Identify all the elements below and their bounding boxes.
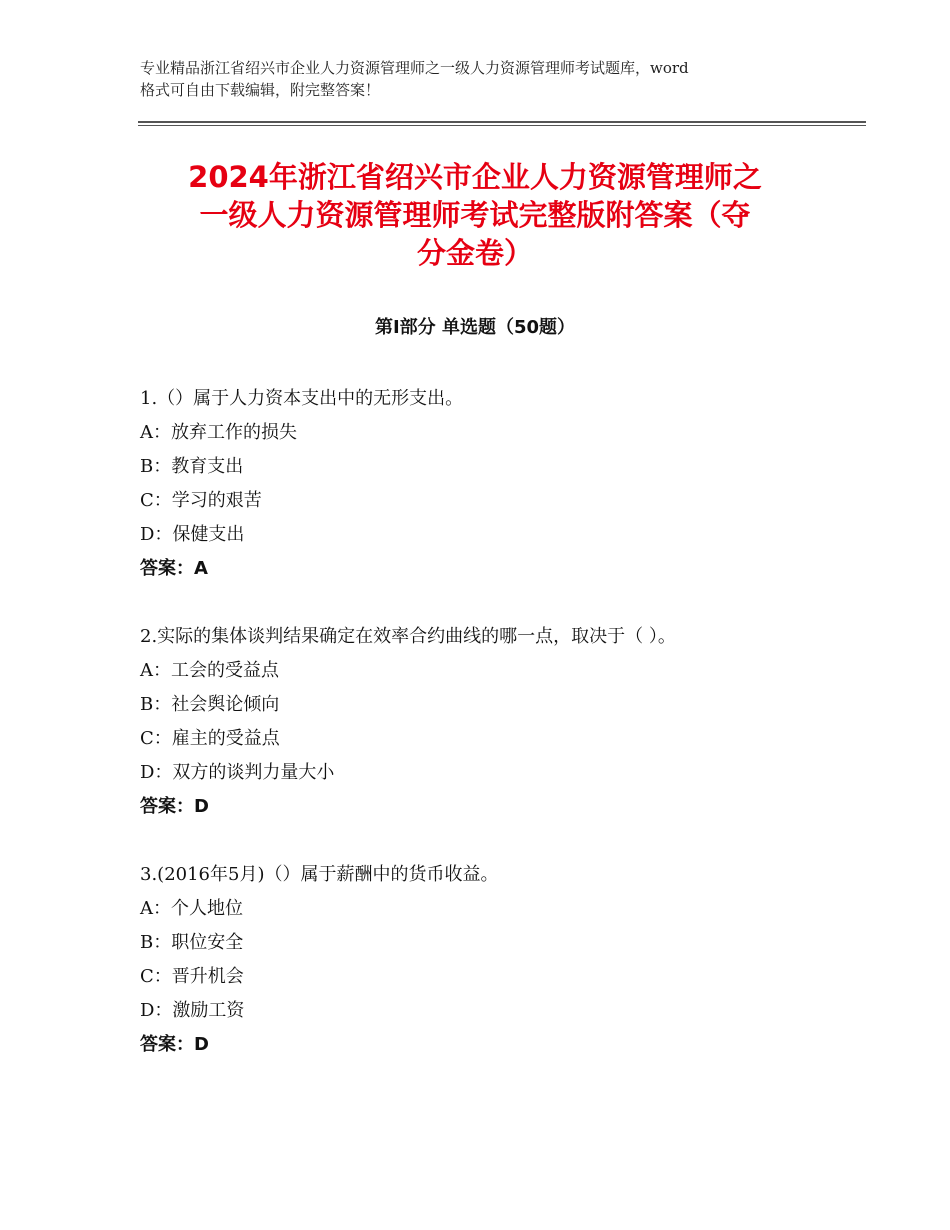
document-title-line-2: 一级人力资源管理师考试完整版附答案（夺: [199, 198, 751, 232]
option-c: C：学习的艰苦: [140, 490, 262, 511]
option-a: A：个人地位: [140, 898, 243, 919]
option-d: D：激励工资: [140, 1000, 245, 1021]
option-d: D：保健支出: [140, 524, 245, 545]
question-list: [140, 382, 840, 1096]
header-note: [140, 57, 830, 101]
option-c: C：晋升机会: [140, 966, 244, 987]
question-1: [140, 382, 840, 586]
header-note-line-1: 专业精品浙江省绍兴市企业人力资源管理师之一级人力资源管理师考试题库，word: [140, 59, 689, 77]
question-stem: 2.实际的集体谈判结果确定在效率合约曲线的哪一点，取决于（ ）。: [140, 626, 676, 647]
option-a: A：工会的受益点: [140, 660, 279, 681]
answer: 答案：D: [140, 1034, 209, 1055]
option-c: C：雇主的受益点: [140, 728, 280, 749]
header-note-line-2: 格式可自由下载编辑，附完整答案！: [140, 81, 381, 99]
option-d: D：双方的谈判力量大小: [140, 762, 335, 783]
document-title-line-3: 分金卷）: [416, 236, 533, 270]
document-title-line-1: 2024年浙江省绍兴市企业人力资源管理师之: [188, 160, 762, 194]
header-divider: [138, 121, 866, 126]
question-3: [140, 858, 840, 1062]
option-b: B：教育支出: [140, 456, 244, 477]
option-b: B：社会舆论倾向: [140, 694, 280, 715]
answer: 答案：D: [140, 796, 209, 817]
answer: 答案：A: [140, 558, 208, 579]
section-heading: 第Ⅰ部分 单选题（50题）: [374, 317, 575, 338]
option-a: A：放弃工作的损失: [140, 422, 297, 443]
question-2: [140, 620, 840, 824]
question-stem: 1.（）属于人力资本支出中的无形支出。: [140, 388, 464, 409]
option-b: B：职位安全: [140, 932, 244, 953]
question-stem: 3.(2016年5月)（）属于薪酬中的货币收益。: [140, 864, 499, 885]
document-title: [120, 158, 830, 272]
